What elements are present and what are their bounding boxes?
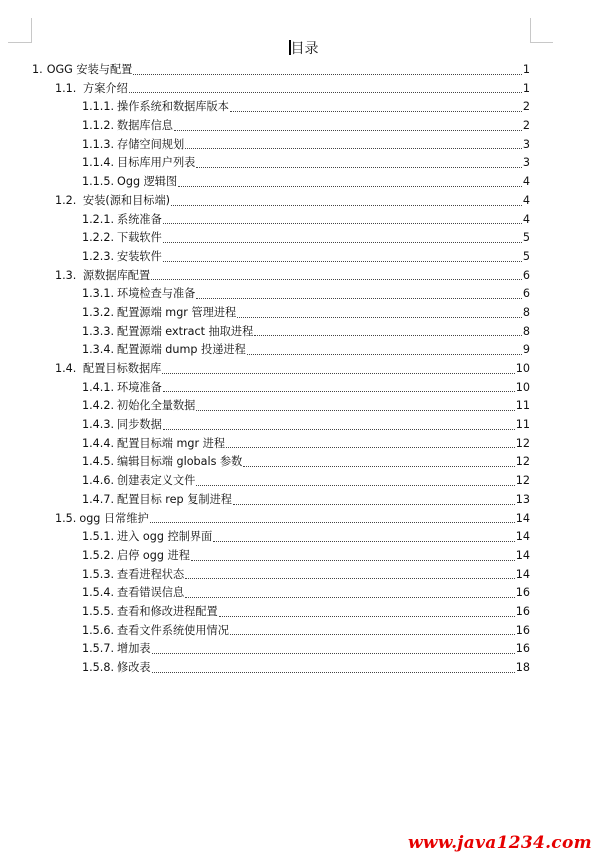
dot-leader [163, 390, 515, 392]
toc-entry-page-number: 11 [515, 418, 530, 432]
toc-entry-number: 1.1.3. [82, 137, 115, 151]
toc-entry[interactable] [0, 98, 530, 117]
dot-leader [150, 521, 515, 523]
dot-leader [133, 73, 522, 75]
toc-entry-page-number: 12 [515, 474, 530, 488]
toc-entry-number: 1.2. [55, 193, 77, 207]
dot-leader [191, 559, 515, 561]
toc-entry[interactable] [0, 622, 530, 641]
toc-entry-title: 环境准备 [117, 380, 162, 394]
dot-leader [237, 316, 522, 318]
watermark: www.java1234.com [408, 833, 592, 853]
toc-entry-title: 编辑目标端 globals 参数 [117, 455, 243, 469]
toc-entry[interactable] [0, 472, 530, 491]
toc-entry-number: 1.1.2. [82, 119, 115, 133]
toc-entry-number: 1.4.7. [82, 492, 115, 506]
toc-entry[interactable] [0, 453, 530, 472]
toc-entry-title: Ogg 逻辑图 [117, 175, 178, 189]
dot-leader [178, 185, 522, 187]
toc-entry[interactable] [0, 603, 530, 622]
toc-entry-page-number: 1 [522, 81, 530, 95]
toc-entry-title: 进入 ogg 控制界面 [117, 530, 213, 544]
toc-entry-number: 1.3.4. [82, 343, 115, 357]
dot-leader [233, 503, 515, 505]
toc-entry-page-number: 14 [515, 511, 530, 525]
toc-entry-title: ogg 日常维护 [79, 511, 149, 525]
toc-entry-title: 配置目标端 mgr 进程 [117, 436, 226, 450]
toc-entry[interactable] [0, 566, 530, 585]
toc-entry[interactable] [0, 323, 530, 342]
toc-entry-number: 1.1. [55, 81, 77, 95]
toc-entry[interactable] [0, 304, 530, 323]
toc-entry-number: 1.5.8. [82, 661, 115, 674]
toc-entry-title: 安装软件 [117, 249, 162, 263]
toc-entry-number: 1.4.5. [82, 455, 115, 469]
toc-entry[interactable] [0, 360, 530, 379]
dot-leader [152, 652, 515, 654]
toc-entry-title: OGG 安装与配置 [46, 63, 133, 76]
dot-leader [174, 129, 522, 131]
toc-entry-number: 1.1.1. [82, 100, 115, 114]
toc-entry-page-number: 14 [515, 548, 530, 562]
toc-entry-number: 1.3.3. [82, 324, 115, 338]
toc-entry[interactable] [0, 117, 530, 136]
toc-entry-page-number: 2 [522, 119, 530, 133]
toc-entry[interactable] [0, 547, 530, 566]
toc-entry[interactable] [0, 528, 530, 547]
dot-leader [163, 222, 522, 224]
toc-entry-page-number: 5 [522, 231, 530, 245]
toc-entry-page-number: 5 [522, 249, 530, 263]
toc-title[interactable] [0, 40, 607, 58]
toc-entry-page-number: 13 [515, 492, 530, 506]
toc-entry[interactable] [0, 229, 530, 248]
toc-entry-title: 配置目标数据库 [83, 362, 162, 375]
dot-leader [196, 484, 514, 486]
toc-entry-title: 创建表定义文件 [117, 474, 196, 488]
toc-entry[interactable] [0, 491, 530, 510]
toc-entry[interactable] [0, 510, 530, 529]
dot-leader [196, 166, 522, 168]
toc-entry-page-number: 1 [522, 63, 530, 76]
toc-entry[interactable] [0, 416, 530, 435]
toc-entry[interactable] [0, 659, 530, 678]
toc-entry[interactable] [0, 285, 530, 304]
dot-leader [230, 110, 522, 112]
toc-entry-page-number: 2 [522, 100, 530, 114]
toc-entry-number: 1.3.2. [82, 305, 115, 319]
toc-entry-title: 方案介绍 [83, 81, 128, 95]
dot-leader [213, 540, 514, 542]
toc-entry-title: 配置源端 dump 投递进程 [117, 343, 246, 357]
toc-entry-title: 查看和修改进程配置 [117, 604, 218, 618]
toc-entry-title: 配置目标 rep 复制进程 [117, 492, 232, 506]
toc-entry-page-number: 8 [522, 305, 530, 319]
toc-entry-page-number: 3 [522, 137, 530, 151]
dot-leader [185, 596, 515, 598]
toc-entry-number: 1.3.1. [82, 287, 115, 301]
toc-entry-page-number: 9 [522, 343, 530, 357]
toc-entry-title: 查看错误信息 [117, 586, 185, 600]
dot-leader [163, 260, 522, 262]
toc-entry[interactable] [0, 80, 530, 99]
toc-entry-title: 源数据库配置 [83, 268, 151, 282]
dot-leader [254, 334, 522, 336]
dot-leader [230, 633, 515, 635]
toc-entry-number: 1. [32, 63, 43, 76]
toc-entry-number: 1.4. [55, 362, 77, 375]
toc-title-text: 目录 [290, 41, 319, 57]
dot-leader [219, 615, 515, 617]
dot-leader [185, 577, 515, 579]
toc-entry-title: 下载软件 [117, 231, 162, 245]
toc-entry-number: 1.5.4. [82, 586, 115, 600]
dot-leader [162, 372, 514, 374]
toc-entry-page-number: 3 [522, 156, 530, 170]
toc-entry[interactable] [0, 61, 530, 80]
dot-leader [196, 297, 522, 299]
toc-entry-title: 启停 ogg 进程 [117, 548, 190, 562]
toc-entry-number: 1.4.6. [82, 474, 115, 488]
toc-entry-number: 1.5.3. [82, 567, 115, 581]
toc-entry[interactable] [0, 435, 530, 454]
toc-entry[interactable] [0, 341, 530, 360]
dot-leader [163, 428, 515, 430]
toc-entry-title: 查看进程状态 [117, 567, 185, 581]
table-of-contents [0, 61, 607, 678]
toc-entry[interactable] [0, 173, 530, 192]
toc-entry-page-number: 16 [515, 642, 530, 656]
toc-entry-page-number: 6 [522, 268, 530, 282]
dot-leader [247, 353, 522, 355]
toc-entry-number: 1.4.3. [82, 418, 115, 432]
toc-entry-title: 增加表 [117, 642, 151, 656]
toc-entry-title: 系统准备 [117, 212, 162, 226]
toc-entry-title: 数据库信息 [117, 119, 173, 133]
toc-entry-title: 修改表 [117, 661, 151, 674]
toc-entry-number: 1.4.2. [82, 399, 115, 413]
dot-leader [163, 241, 522, 243]
toc-entry-page-number: 12 [515, 436, 530, 450]
toc-entry-page-number: 16 [515, 586, 530, 600]
toc-entry[interactable] [0, 192, 530, 211]
toc-entry[interactable] [0, 211, 530, 230]
toc-entry[interactable] [0, 379, 530, 398]
toc-entry-number: 1.5.7. [82, 642, 115, 656]
toc-entry-page-number: 10 [515, 380, 530, 394]
toc-entry-title: 查看文件系统使用情况 [117, 623, 229, 637]
toc-entry-title: 目标库用户列表 [117, 156, 196, 170]
toc-entry-title: 环境检查与准备 [117, 287, 196, 301]
dot-leader [185, 147, 522, 149]
toc-entry-title: 操作系统和数据库版本 [117, 100, 229, 114]
toc-entry-title: 存储空间规划 [117, 137, 185, 151]
toc-entry-page-number: 12 [515, 455, 530, 469]
toc-entry-number: 1.2.1. [82, 212, 115, 226]
toc-entry-number: 1.2.2. [82, 231, 115, 245]
toc-entry-page-number: 16 [515, 604, 530, 618]
toc-entry-title: 安装(源和目标端) [83, 193, 171, 207]
toc-entry-page-number: 4 [522, 212, 530, 226]
toc-entry[interactable] [0, 136, 530, 155]
dot-leader [151, 278, 522, 280]
toc-entry[interactable] [0, 584, 530, 603]
toc-entry-title: 初始化全量数据 [117, 399, 196, 413]
toc-entry-page-number: 16 [515, 623, 530, 637]
toc-entry-page-number: 14 [515, 530, 530, 544]
toc-entry-title: 同步数据 [117, 418, 162, 432]
toc-entry-number: 1.1.4. [82, 156, 115, 170]
dot-leader [171, 204, 522, 206]
toc-entry-title: 配置源端 extract 抽取进程 [117, 324, 254, 338]
dot-leader [243, 465, 514, 467]
toc-entry-number: 1.5.6. [82, 623, 115, 637]
toc-entry-number: 1.3. [55, 268, 77, 282]
toc-entry-page-number: 10 [515, 362, 530, 375]
toc-entry-number: 1.1.5. [82, 175, 115, 189]
toc-entry-page-number: 8 [522, 324, 530, 338]
toc-entry-page-number: 4 [522, 175, 530, 189]
toc-entry[interactable] [0, 267, 530, 286]
toc-entry-page-number: 4 [522, 193, 530, 207]
toc-entry-page-number: 6 [522, 287, 530, 301]
toc-entry-page-number: 11 [515, 399, 530, 413]
toc-entry-number: 1.4.1. [82, 380, 115, 394]
toc-entry-title: 配置源端 mgr 管理进程 [117, 305, 237, 319]
dot-leader [196, 409, 514, 411]
toc-entry-number: 1.4.4. [82, 436, 115, 450]
toc-entry[interactable] [0, 397, 530, 416]
toc-entry[interactable] [0, 248, 530, 267]
toc-entry-number: 1.5.1. [82, 530, 115, 544]
toc-entry-number: 1.5.5. [82, 604, 115, 618]
toc-entry-page-number: 18 [515, 661, 530, 674]
dot-leader [129, 91, 522, 93]
dot-leader [152, 671, 515, 673]
toc-entry-page-number: 14 [515, 567, 530, 581]
dot-leader [226, 446, 515, 448]
toc-entry[interactable] [0, 640, 530, 659]
toc-entry-number: 1.2.3. [82, 249, 115, 263]
toc-entry[interactable] [0, 154, 530, 173]
toc-entry-number: 1.5.2. [82, 548, 115, 562]
toc-entry-number: 1.5. [55, 511, 77, 525]
